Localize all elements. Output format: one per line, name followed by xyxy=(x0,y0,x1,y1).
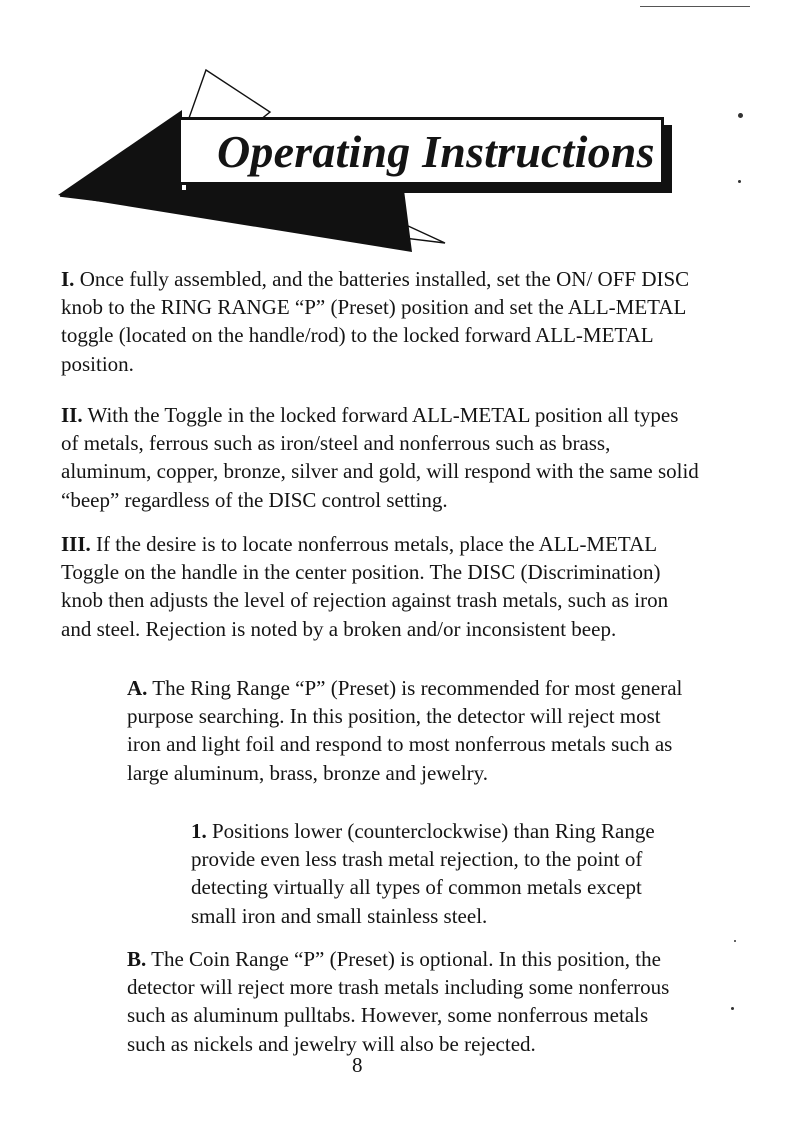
scan-speck xyxy=(738,113,743,118)
paragraph-marker: B. xyxy=(127,947,147,971)
instruction-paragraph-3 xyxy=(61,530,701,643)
scan-speck xyxy=(734,940,736,942)
page-number: 8 xyxy=(352,1053,363,1077)
paragraph-text: Positions lower (counterclockwise) than Ring Range provide even less trash metal rejection, to the point of detecting virtually all types of common metals except small iron and small stainless steel. xyxy=(191,819,655,928)
paragraph-marker: III. xyxy=(61,532,91,556)
paragraph-text: If the desire is to locate nonferrous metals, place the ALL-METAL Toggle on the handle in the center position. The DISC (Discrimination) knob then adjusts the level of rejection against trash metals, such as iron and steel. Rejection is noted by a broken and/or inconsistent beep. xyxy=(61,532,669,641)
title-box xyxy=(178,117,664,185)
instruction-paragraph-2 xyxy=(61,401,701,514)
paragraph-text: Once fully assembled, and the batteries installed, set the ON/ OFF DISC knob to the RING RANGE “P” (Preset) position and set the ALL-METAL toggle (located on the handle/rod) to the locked forward ALL-METAL position. xyxy=(61,267,690,376)
paragraph-marker: 1. xyxy=(191,819,207,843)
paragraph-text: The Ring Range “P” (Preset) is recommended for most general purpose searching. In this position, the detector will reject most iron and light foil and respond to most nonferrous metals such as large aluminum, brass, bronze and jewelry. xyxy=(127,676,683,785)
instruction-paragraph-1 xyxy=(61,265,701,378)
paragraph-text: With the Toggle in the locked forward ALL-METAL position all types of metals, ferrous such as iron/steel and nonferrous such as brass, aluminum, copper, bronze, silver and gold, will respond with the same solid “beep” regardless of the DISC control setting. xyxy=(61,403,699,512)
paragraph-text: The Coin Range “P” (Preset) is optional. In this position, the detector will reject more trash metals including some nonferrous such as aluminum pulltabs. However, some nonferrous metals such as nickels and jewelry will also be rejected. xyxy=(127,947,670,1056)
instruction-subitem-1 xyxy=(191,817,691,930)
paragraph-marker: A. xyxy=(127,676,148,700)
instruction-subparagraph-a xyxy=(127,674,687,787)
paragraph-marker: II. xyxy=(61,403,83,427)
scan-speck xyxy=(738,180,741,183)
page-title: Operating Instructions xyxy=(217,126,655,177)
paragraph-marker: I. xyxy=(61,267,75,291)
instruction-subparagraph-b xyxy=(127,945,687,1058)
scan-speck xyxy=(731,1007,734,1010)
